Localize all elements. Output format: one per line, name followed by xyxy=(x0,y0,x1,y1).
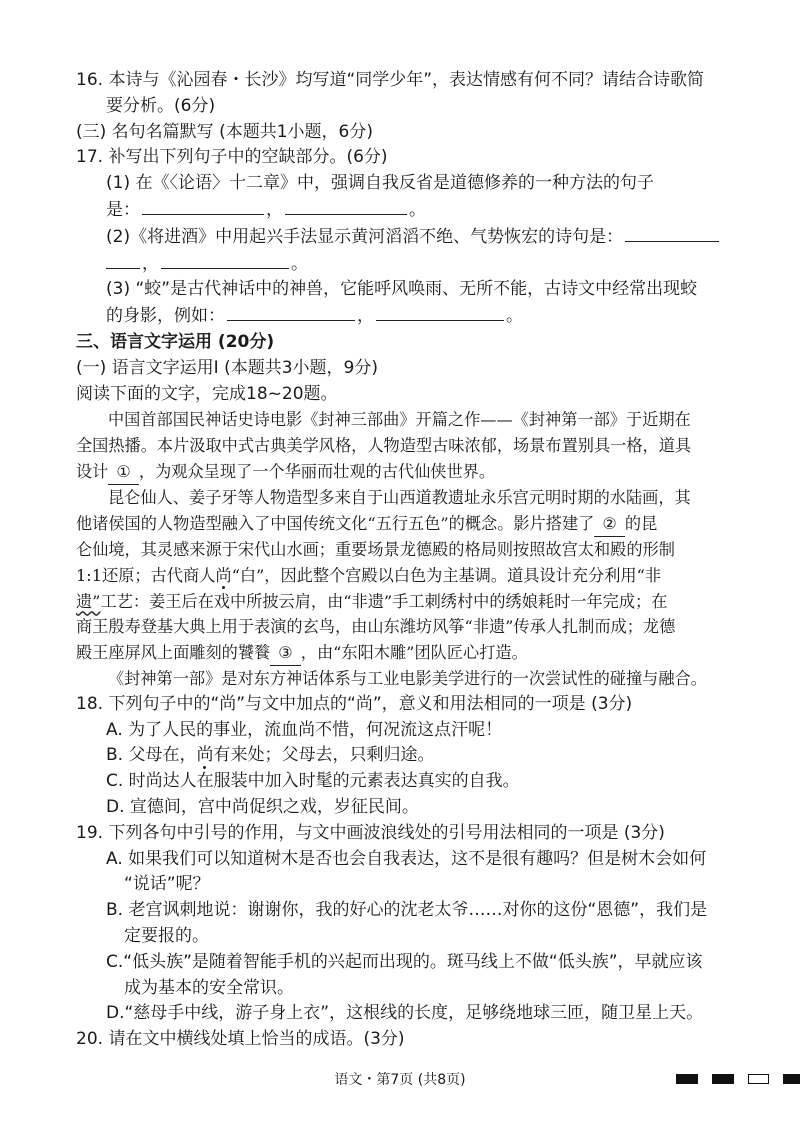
answer-blank[interactable] xyxy=(227,303,355,321)
blank-1: ① xyxy=(108,459,139,486)
passage-line: 中国首部国民神话史诗电影《封神三部曲》开篇之作——《封神第一部》于近期在 xyxy=(108,410,691,430)
passage-line xyxy=(76,511,772,538)
q19-option-d: D.“慈母手中线，游子身上衣”，这根线的长度，足够绕地球三匝，随卫星上天。 xyxy=(106,1003,704,1024)
q16-line2: 要分析。(6分) xyxy=(106,95,216,116)
period: 。 xyxy=(506,306,523,327)
q18-stem: 18. 下列句子中的“尚”与文中加点的“尚”，意义和用法相同的一项是 (3分) xyxy=(76,693,633,714)
filled-mark xyxy=(783,1074,800,1084)
passage-text: “白”，因此整个宫殿以白色为主基调。道具设计充分利用“非 xyxy=(231,565,662,585)
q19-stem: 19. 下列各句中引号的作用，与文中画波浪线处的引号用法相同的一项是 (3分) xyxy=(76,822,665,843)
q17-p1-line1: (1) 在《〈论语〉十二章》中，强调自我反省是道德修养的一种方法的句子 xyxy=(106,173,654,194)
answer-blank[interactable] xyxy=(376,303,504,321)
period: 。 xyxy=(291,253,308,274)
passage-text: 设计 xyxy=(76,461,109,481)
passage-text: 的昆 xyxy=(624,513,658,533)
wavy-underline: 遗” xyxy=(76,591,101,611)
q20-stem: 20. 请在文中横线处填上恰当的成语。(3分) xyxy=(76,1029,405,1050)
section3-title: (三) 名句名篇默写 (本题共1小题，6分) xyxy=(76,121,373,142)
comma: ， xyxy=(357,306,374,327)
q19-option-b-cont: 定要报的。 xyxy=(124,926,209,947)
reading-instruction: 阅读下面的文字，完成18~20题。 xyxy=(76,383,338,404)
passage-line: 全国热播。本片汲取中式古典美学风格，人物造型古味浓郁，场景布置别具一格，道具 xyxy=(76,435,692,455)
comma: ， xyxy=(266,199,283,220)
answer-blank[interactable] xyxy=(285,197,407,215)
q17-stem: 17. 补写出下列句子中的空缺部分。(6分) xyxy=(76,147,388,168)
passage-line xyxy=(76,459,772,486)
q19-option-c-cont: 成为基本的安全常识。 xyxy=(124,977,294,998)
blank-2: ② xyxy=(594,511,625,538)
q17-p2-text: (2)《将进酒》中用起兴手法显示黄河滔滔不绝、气势恢宏的诗句是： xyxy=(106,226,624,247)
passage-line xyxy=(76,640,772,667)
period: 。 xyxy=(409,199,426,220)
q19-option-b: B. 老宫讽刺地说：谢谢你，我的好心的沈老太爷……对你的这份“恩德”，我们是 xyxy=(106,900,708,921)
q18-option-d: D. 宣德间，宫中尚促织之戏，岁征民间。 xyxy=(106,797,419,818)
q19-option-c: C.“低头族”是随着智能手机的兴起而出现的。斑马线上不做“低头族”，早就应该 xyxy=(106,951,703,972)
option-text: B. 父母在， xyxy=(106,745,197,766)
reading-passage xyxy=(76,407,772,692)
q18-option-a: A. 为了人民的事业，流血尚不惜，何况流这点汗呢！ xyxy=(106,719,503,740)
blank-3: ③ xyxy=(270,640,301,667)
q19-option-a-cont: “说话”呢？ xyxy=(124,874,210,895)
q17-p2-line1 xyxy=(76,224,772,251)
exam-page xyxy=(76,68,772,1053)
part3-title: 三、语言文字运用 (20分) xyxy=(76,331,275,352)
passage-line: 昆仑仙人、姜子牙等人物造型多来自于山西道教遗址永乐宫元明时期的水陆画，其 xyxy=(108,488,691,508)
comma: ， xyxy=(142,253,159,274)
q17-p1-line2 xyxy=(76,197,772,224)
dotted-char: 尚 xyxy=(196,745,214,766)
answer-blank[interactable] xyxy=(142,197,264,215)
passage-text: ，由“东阳木雕”团队匠心打造。 xyxy=(300,642,528,662)
page-marks xyxy=(676,1074,800,1084)
q18-option-b xyxy=(76,743,772,769)
passage-line xyxy=(76,589,772,615)
filled-mark xyxy=(676,1074,698,1084)
answer-blank[interactable] xyxy=(625,224,719,242)
q16-line1: 16. 本诗与《沁园春・长沙》均写道“同学少年”，表达情感有何不同？请结合诗歌简 xyxy=(76,70,705,90)
q17-p1-prefix: 是： xyxy=(106,199,140,220)
filled-mark xyxy=(712,1074,734,1084)
passage-text: 1:1还原；古代商人 xyxy=(76,565,216,585)
q17-p3-line1: (3) “蛟”是古代神话中的神兽，它能呼风唤雨、无所不能，古诗文中经常出现蛟 xyxy=(106,279,698,300)
answer-blank[interactable] xyxy=(106,251,140,269)
q17-p2-line2 xyxy=(76,251,772,278)
q19-option-a: A. 如果我们可以知道树木是否也会自我表达，这不是很有趣吗？但是树木会如何 xyxy=(106,848,707,869)
passage-text: 殿王座屏风上面雕刻的饕餮 xyxy=(76,642,271,662)
passage-text: 他诸侯国的人物造型融入了中国传统文化“五行五色”的概念。影片搭建了 xyxy=(76,513,595,533)
q17-p3-line2 xyxy=(76,303,772,330)
option-text: 有来处；父母去，只剩归途。 xyxy=(213,745,435,766)
subsection1-title: (一) 语言文字运用Ⅰ (本题共3小题，9分) xyxy=(76,357,378,378)
empty-mark xyxy=(748,1074,769,1084)
passage-text: 工艺：姜王后在戏中所披云肩，由“非遗”手工刺绣村中的绣娘耗时一年完成；在 xyxy=(100,591,668,611)
passage-line: 仑仙境，其灵感来源于宋代山水画；重要场景龙德殿的格局则按照故宫太和殿的形制 xyxy=(76,540,675,560)
q17-p3-prefix: 的身影，例如： xyxy=(106,306,225,327)
passage-text: ，为观众呈现了一个华丽而壮观的古代仙侠世界。 xyxy=(138,461,496,481)
dotted-char: 尚 xyxy=(215,565,232,585)
page-footer: 语文・第7页 (共8页) xyxy=(334,1072,466,1088)
answer-blank[interactable] xyxy=(161,251,289,269)
passage-line: 《封神第一部》是对东方神话体系与工业电影美学进行的一次尝试性的碰撞与融合。 xyxy=(108,669,707,689)
q18-option-c: C. 时尚达人在服装中加入时髦的元素表达真实的自我。 xyxy=(106,771,520,792)
passage-line: 商王殷寿登基大典上用于表演的玄鸟，由山东潍坊风筝“非遗”传承人扎制而成；龙德 xyxy=(76,617,676,637)
passage-line xyxy=(76,563,772,589)
